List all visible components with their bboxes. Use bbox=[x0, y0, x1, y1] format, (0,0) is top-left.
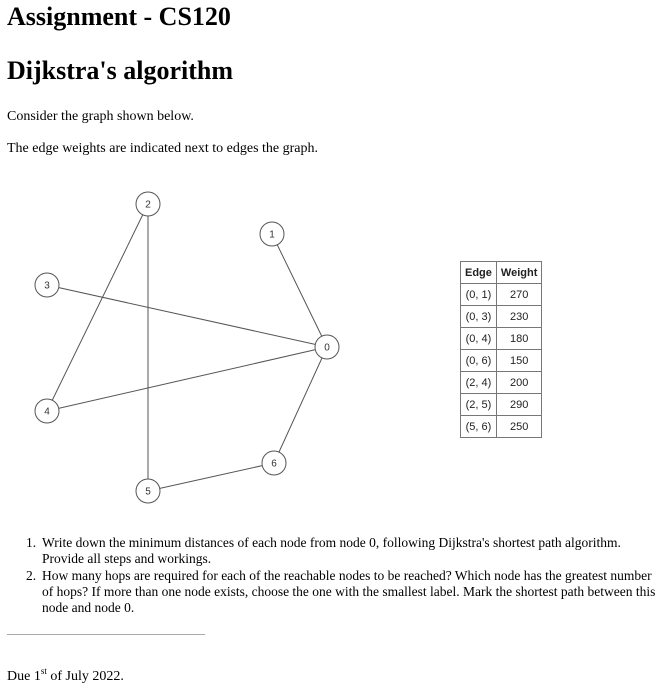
graph-edge-5-6 bbox=[148, 463, 274, 491]
graph-edge-0-3 bbox=[47, 285, 327, 347]
due-date bbox=[7, 668, 124, 686]
list-item bbox=[26, 535, 666, 567]
task-text: Write down the minimum distances of each node from node 0, following Dijkstra's shortest path algorithm. Provide all steps and workings. bbox=[42, 535, 621, 566]
graph-edge-0-1 bbox=[272, 234, 327, 347]
graph-node-4 bbox=[35, 399, 59, 423]
graph-node-label: 1 bbox=[269, 229, 275, 241]
graph-edge-2-4 bbox=[47, 204, 148, 411]
edge-cell: (2, 4) bbox=[461, 372, 497, 394]
weight-cell: 200 bbox=[496, 372, 541, 394]
weight-cell: 180 bbox=[496, 328, 541, 350]
table-row bbox=[461, 284, 542, 306]
table-row bbox=[461, 394, 542, 416]
graph-edge-0-4 bbox=[47, 347, 327, 411]
intro-text: Consider the graph shown below. bbox=[7, 109, 194, 124]
header-edge: Edge bbox=[461, 262, 497, 284]
graph-node-label: 0 bbox=[324, 342, 330, 354]
graph-node-label: 2 bbox=[145, 199, 151, 211]
edge-cell: (0, 4) bbox=[461, 328, 497, 350]
document-title: Assignment - CS120 bbox=[7, 2, 231, 31]
graph-node-5 bbox=[136, 479, 160, 503]
document-subtitle: Dijkstra's algorithm bbox=[7, 56, 234, 85]
weight-cell: 270 bbox=[496, 284, 541, 306]
graph-figure bbox=[0, 180, 370, 510]
weight-cell: 230 bbox=[496, 306, 541, 328]
graph-node-3 bbox=[35, 273, 59, 297]
task-list bbox=[26, 535, 666, 617]
weight-cell: 150 bbox=[496, 350, 541, 372]
weight-cell: 250 bbox=[496, 416, 541, 438]
weight-cell: 290 bbox=[496, 394, 541, 416]
table-row bbox=[461, 350, 542, 372]
edge-cell: (0, 6) bbox=[461, 350, 497, 372]
graph-node-6 bbox=[262, 451, 286, 475]
table-header-row bbox=[461, 262, 542, 284]
divider bbox=[7, 634, 205, 635]
table-row bbox=[461, 416, 542, 438]
task-text: How many hops are required for each of the reachable nodes to be reached? Which node has the greatest number of hops? If more than one node exists, choose the one with the smallest label. Mark the shortest path between this node and node 0. bbox=[42, 568, 656, 615]
task-number: 1. bbox=[26, 535, 37, 550]
graph-node-2 bbox=[136, 192, 160, 216]
table-row bbox=[461, 372, 542, 394]
header-weight: Weight bbox=[496, 262, 541, 284]
graph-edge-0-6 bbox=[274, 347, 327, 463]
edge-cell: (0, 3) bbox=[461, 306, 497, 328]
edge-weight-table bbox=[460, 261, 542, 438]
graph-node-label: 6 bbox=[271, 458, 277, 470]
task-number: 2. bbox=[26, 568, 37, 583]
graph-node-0 bbox=[315, 335, 339, 359]
table-row bbox=[461, 328, 542, 350]
due-suffix: of July 2022. bbox=[46, 669, 124, 684]
graph-node-1 bbox=[260, 222, 284, 246]
due-superscript: st bbox=[40, 666, 47, 676]
list-item bbox=[26, 568, 666, 616]
graph-node-label: 5 bbox=[145, 486, 151, 498]
weights-note-text: The edge weights are indicated next to edges the graph. bbox=[7, 141, 318, 156]
due-prefix: Due 1 bbox=[7, 669, 41, 684]
edge-cell: (5, 6) bbox=[461, 416, 497, 438]
table-row bbox=[461, 306, 542, 328]
edge-cell: (2, 5) bbox=[461, 394, 497, 416]
edge-cell: (0, 1) bbox=[461, 284, 497, 306]
graph-node-label: 3 bbox=[44, 280, 50, 292]
graph-node-label: 4 bbox=[44, 406, 50, 418]
